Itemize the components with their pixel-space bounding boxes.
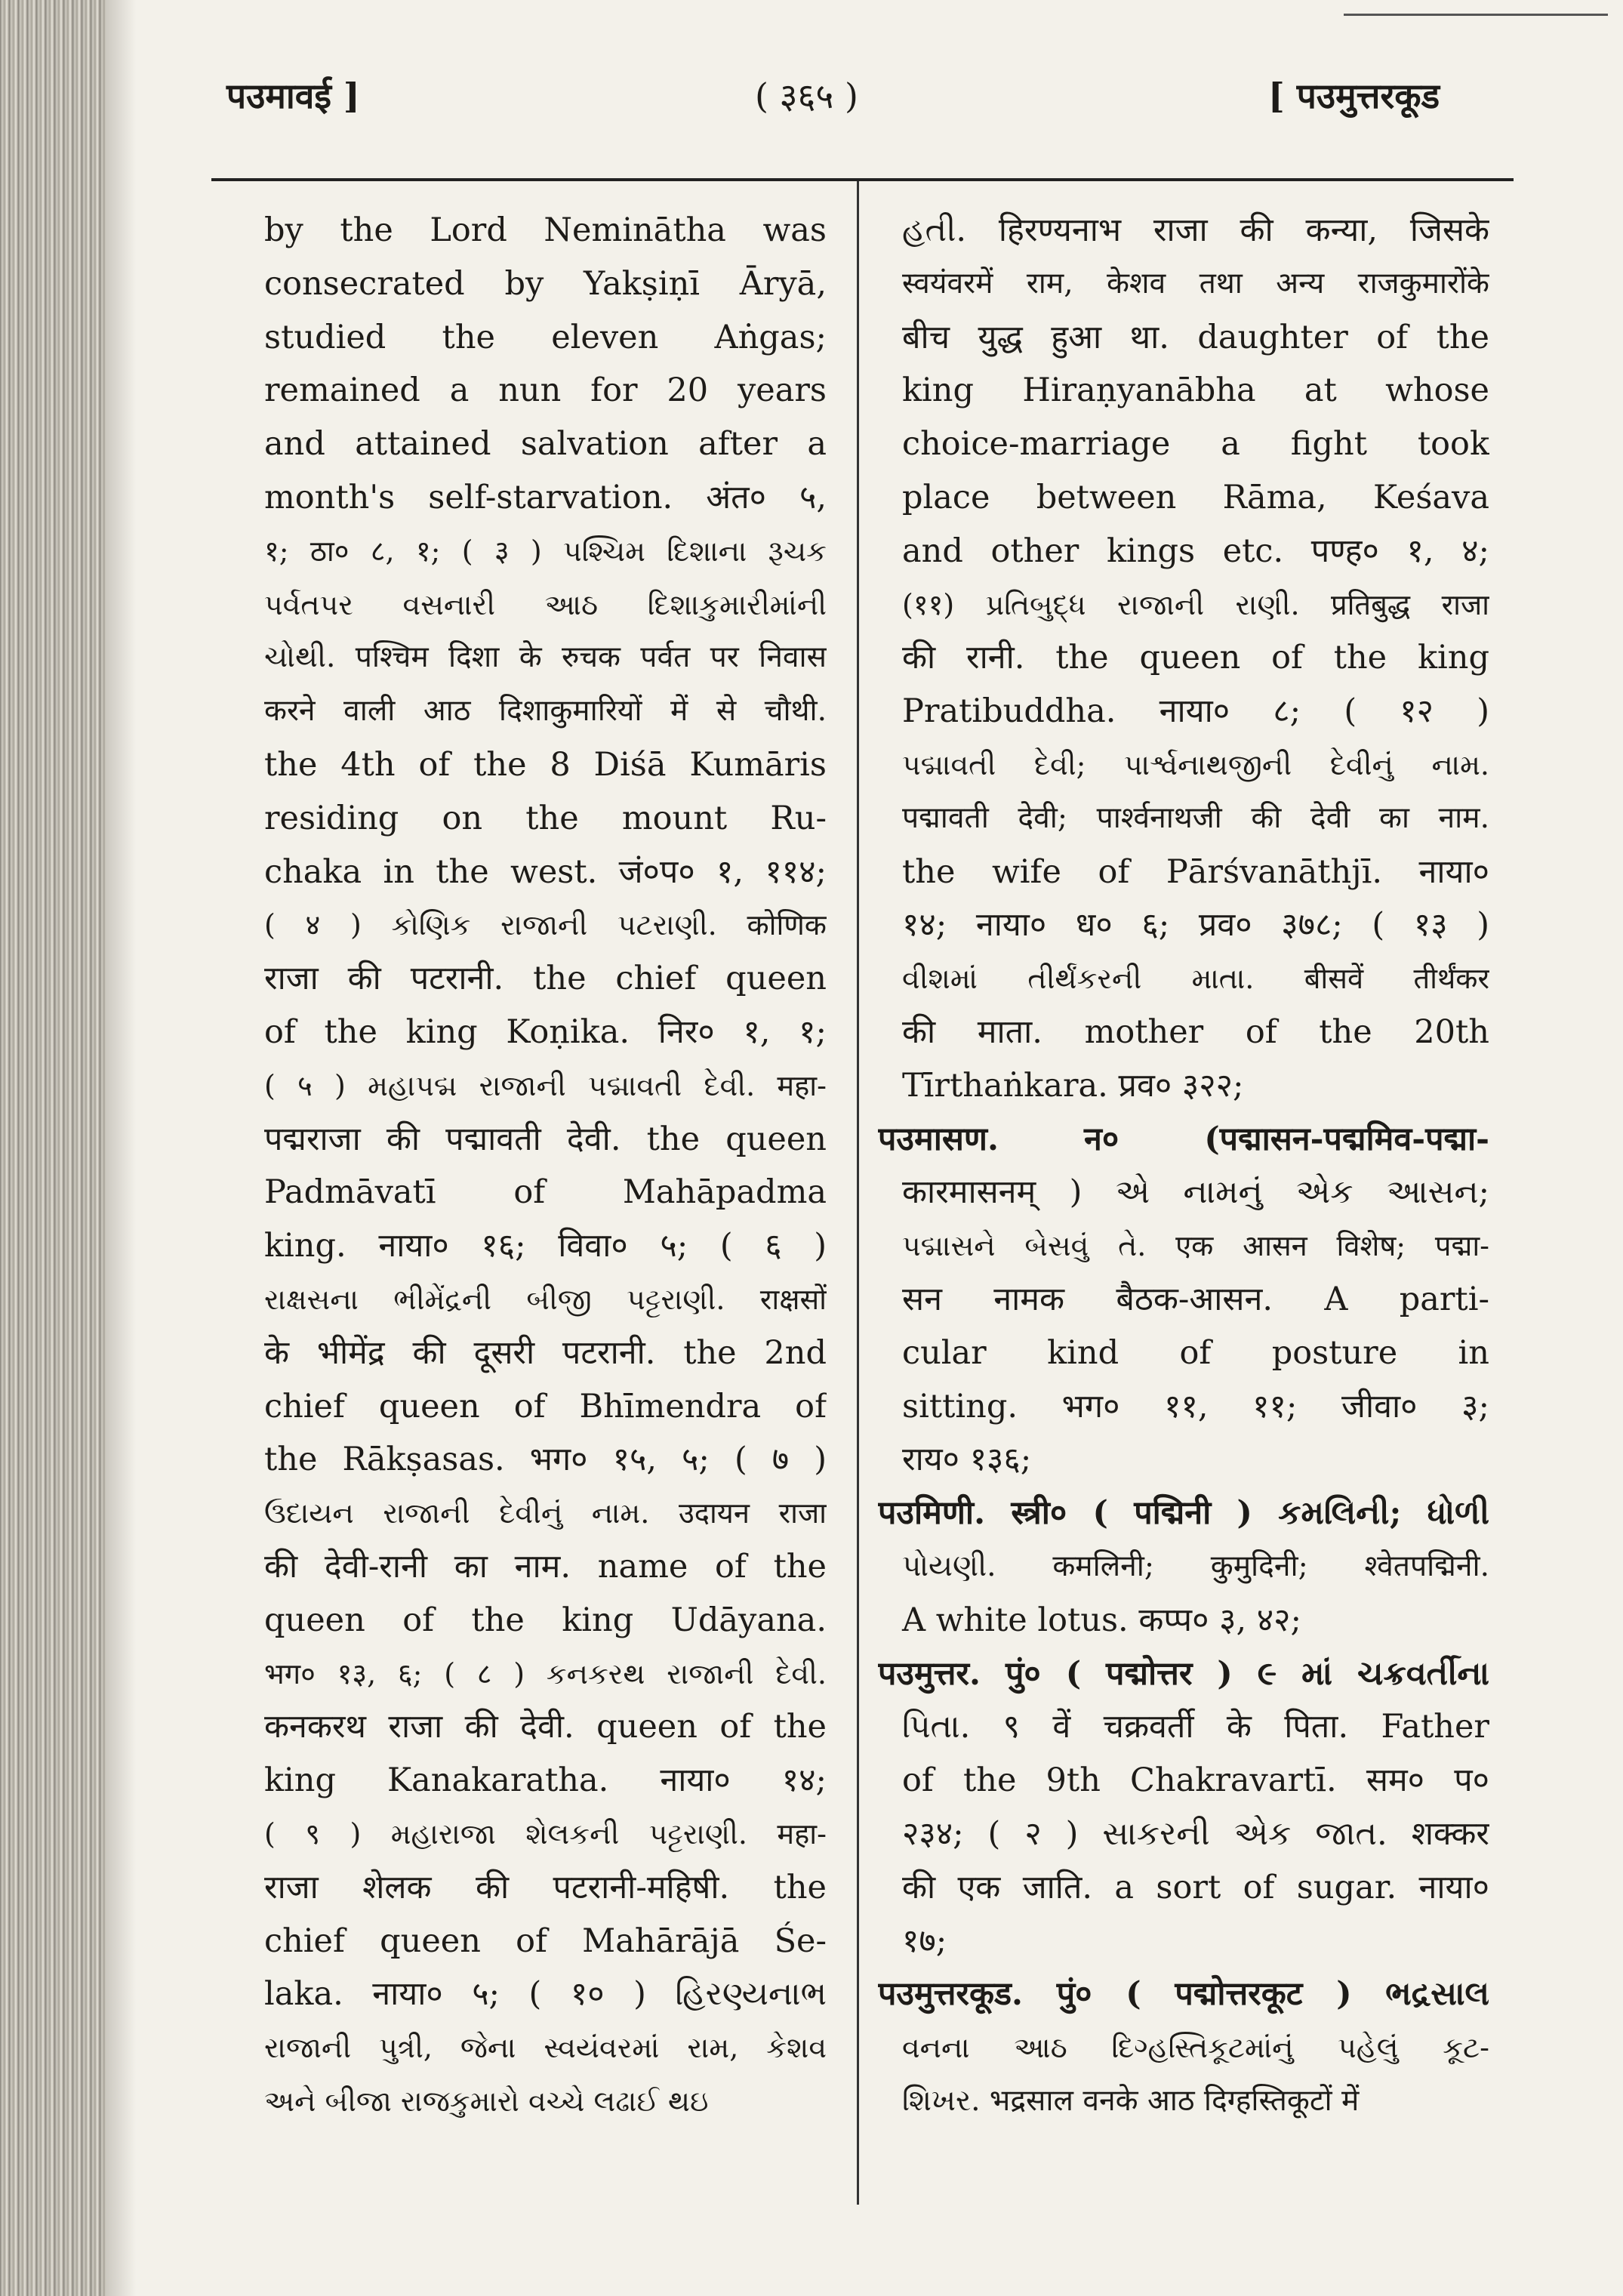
text-line: શિખર. भद्रसाल वनके आठ दिग्हस्तिकूटों में	[902, 2083, 1360, 2118]
text-line: month's self-starvation. अंत० ५,	[264, 478, 827, 516]
left-column	[264, 204, 827, 2128]
text-line: વનના આઠ દિગ્હસ્તિકૂટમાંનું પહેલું કૂટ-	[902, 2031, 1489, 2065]
text-line: રાજાની પુત્રી, જેના સ્વયંવરમાં રામ, કેશવ	[264, 2031, 827, 2065]
text-line: residing on the mount Ru-	[264, 799, 827, 837]
entry-headword: पउमिणी. स्त्री० ( पद्मिनी ) કમલિની; ધોળી	[878, 1494, 1489, 1533]
text-line: की देवी-रानी का नाम. name of the	[264, 1547, 827, 1586]
text-line: की माता. mother of the 20th	[902, 1012, 1489, 1051]
text-line: करने वाली आठ दिशाकुमारियों में से चौथी.	[264, 694, 827, 729]
text-line: (११) પ્રતિબુદ્ધ રાજાની રાણી. प्रतिबुद्ध राजा	[902, 587, 1489, 621]
right-column	[878, 204, 1489, 2128]
text-line: laka. नाया० ५; ( १० ) હિરણ્યનાભ	[264, 1975, 827, 2014]
text-line: २३४; ( २ ) સાકરની એક જાત. शक्कर	[902, 1814, 1489, 1853]
text-line: પદ્માવતી દેવી; પાર્શ્વનાથજીની દેવીનું નામ.	[902, 747, 1489, 781]
entry-headword: पउमुत्तरकूड. पुं० ( पद्मोत्तरकूट ) ભદ્રસાલ	[878, 1975, 1489, 2014]
text-line: the 4th of the 8 Diśā Kumāris	[264, 745, 827, 784]
text-line: राजा की पटरानी. the chief queen	[264, 960, 827, 998]
text-line: queen of the king Udāyana.	[264, 1601, 827, 1639]
text-line: અને બીજા રાજકુમારો વચ્ચે લઢાઈ થઇ	[264, 2084, 709, 2118]
text-line: sitting. भग० ११, ११; जीवा० ३;	[902, 1387, 1489, 1425]
text-line: હતી. हिरण्यनाभ राजा की कन्या, जिसके	[902, 211, 1489, 249]
entry-headword: पउमासण. न० (पद्मासन-पद्ममिव-पद्मा-	[878, 1120, 1489, 1158]
text-line: by the Lord Neminātha was	[264, 211, 827, 249]
text-line: ( ९ ) મહારાજા શેલકની પટ્ટરાણી. महा-	[264, 1817, 827, 1851]
text-line: कारमासनम् ) એ નામનું એક આસન;	[902, 1173, 1489, 1212]
text-line: ( ४ ) કોણિક રાજાની પટરાણી. कोणिक	[264, 908, 827, 942]
text-line: the Rākṣasas. भग० १५, ५; ( ७ )	[264, 1441, 827, 1479]
column-divider	[857, 181, 859, 2205]
text-line: chief queen of Bhīmendra of	[264, 1387, 827, 1425]
binding-shadow	[106, 0, 136, 2296]
text-line: studied the eleven Aṅgas;	[264, 318, 827, 356]
running-head-right: [ पउमुत्तरकूड	[1268, 76, 1440, 116]
text-line: and other kings etc. पण्ह० १, ४;	[902, 532, 1489, 570]
text-line: पद्मावती देवी; पार्श्वनाथजी की देवी का नाम.	[902, 800, 1489, 835]
text-line: chief queen of Mahārājā Śe-	[264, 1922, 827, 1960]
text-line: વીશમાં તીર્થંકરની માતા. बीसवें तीर्थंकर	[902, 962, 1489, 996]
text-line: place between Rāma, Keśava	[902, 478, 1489, 516]
text-line: king Hiraṇyanābha at whose	[902, 371, 1489, 410]
top-edge-rule	[1344, 14, 1608, 16]
text-line: Tīrthaṅkara. प्रव० ३२२;	[902, 1066, 1244, 1105]
text-line: पद्मराजा की पद्मावती देवी. the queen	[264, 1120, 827, 1158]
text-line: १४; नाया० ध० ६; प्रव० ३७८; ( १३ )	[902, 906, 1489, 945]
text-line: consecrated by Yakṣiṇī Āryā,	[264, 264, 827, 303]
text-line: cular kind of posture in	[902, 1333, 1489, 1372]
text-line: राजा शेलक की पटरानी-महिषी. the	[264, 1868, 827, 1906]
text-line: की रानी. the queen of the king	[902, 639, 1489, 677]
book-binding-edge	[0, 0, 106, 2296]
text-line: રાક્ષસના ભીમેંદ્રની બીજી પટ્ટરાણી. राक्षसों	[264, 1282, 827, 1316]
text-line: પદ્માસને બેસવું તે. एक आसन विशेष; पद्मा-	[902, 1229, 1489, 1263]
text-line: પિતા. ९ वें चक्रवर्ती के पिता. Father	[902, 1708, 1489, 1746]
text-line: પર્વતપર વસનારી આઠ દિશાકુમારીમાંની	[264, 587, 827, 621]
text-line: के भीमेंद्र की दूसरी पटरानी. the 2nd	[264, 1333, 827, 1372]
page-number: ( ३६५ )	[755, 76, 858, 116]
text-line: of the king Koṇika. निर० १, १;	[264, 1012, 827, 1051]
text-line: १; ठा० ८, १; ( ३ ) પશ્ચિમ દિશાના રૂચક	[264, 534, 827, 568]
text-line: ઉદાયન રાજાની દેવીનું નામ. उदायन राजा	[264, 1496, 827, 1530]
text-line: भग० १३, ६; ( ८ ) કનકરથ રાજાની દેવી.	[264, 1657, 827, 1690]
entry-headword: पउमुत्तर. पुं० ( पद्मोत्तर ) ૯ માં ચક્રવર્તીના	[878, 1654, 1489, 1693]
text-line: chaka in the west. जं०प० १, ११४;	[264, 852, 827, 891]
header-rule	[211, 178, 1514, 181]
running-head-left: पउमावई ]	[226, 76, 360, 116]
text-line: and attained salvation after a	[264, 425, 827, 464]
text-line: king Kanakaratha. नाया० १४;	[264, 1761, 827, 1800]
text-line: सन नामक बैठक-आसन. A parti-	[902, 1280, 1489, 1318]
text-line: कनकरथ राजा की देवी. queen of the	[264, 1708, 827, 1746]
text-line: Padmāvatī of Mahāpadma	[264, 1173, 827, 1212]
text-line: choice-marriage a fight took	[902, 425, 1489, 464]
text-line: राय० १३६;	[902, 1441, 1032, 1479]
text-line: ( ५ ) મહાપદ્મ રાજાની પદ્માવતી દેવી. महा-	[264, 1068, 827, 1102]
text-line: बीच युद्ध हुआ था. daughter of the	[902, 318, 1489, 356]
text-line: १७;	[902, 1922, 947, 1960]
text-line: ચોથી. पश्चिम दिशा के रुचक पर्वत पर निवास	[264, 640, 827, 675]
text-line: remained a nun for 20 years	[264, 371, 827, 410]
text-line: of the 9th Chakravartī. सम० प०	[902, 1761, 1489, 1800]
text-line: the wife of Pārśvanāthjī. नाया०	[902, 852, 1489, 891]
text-line: की एक जाति. a sort of sugar. नाया०	[902, 1868, 1489, 1906]
text-line: Pratibuddha. नाया० ८; ( १२ )	[902, 692, 1489, 731]
text-line: A white lotus. कप्प० ३, ४२;	[902, 1601, 1302, 1639]
text-line: king. नाया० १६; विवा० ५; ( ६ )	[264, 1227, 827, 1265]
text-line: પોયણી. कमलिनी; कुमुदिनी; श्वेतपद्मिनी.	[902, 1549, 1489, 1583]
text-line: स्वयंवरमें राम, केशव तथा अन्य राजकुमारोंके	[902, 266, 1489, 300]
